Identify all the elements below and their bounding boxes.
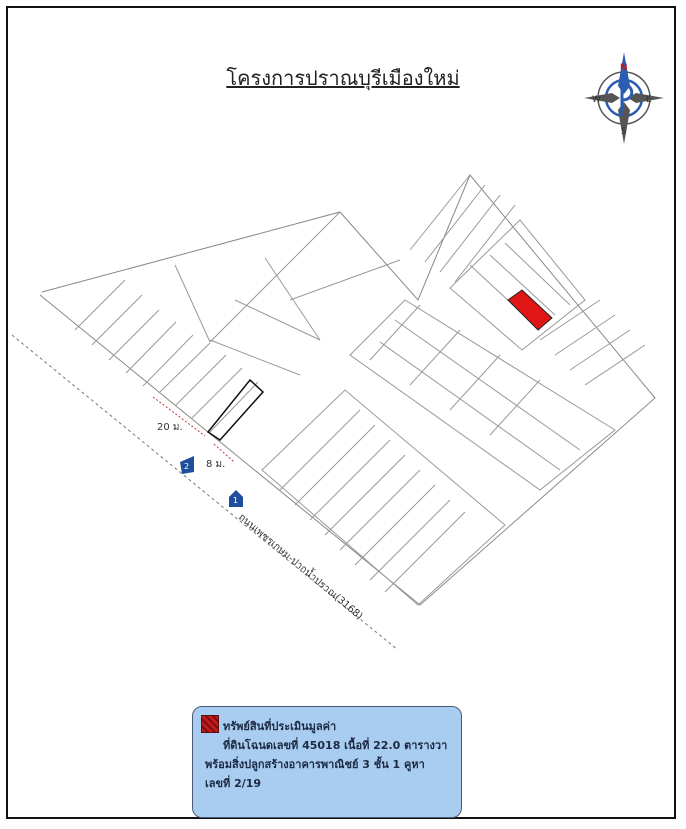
block-central xyxy=(350,300,615,490)
block-south xyxy=(262,390,505,605)
legend-line-4: เลขที่ 2/19 xyxy=(205,777,262,790)
subject-plot-highlight[interactable] xyxy=(508,290,552,330)
marker-1-label: 1 xyxy=(233,496,239,505)
depth-label: 20 ม. xyxy=(157,422,183,433)
legend-box xyxy=(192,706,462,818)
road-label: ถนนเพชรเกษม-ปากน้ำปราณ(3168) xyxy=(236,511,365,623)
compass-rose-icon xyxy=(584,52,664,144)
subject-plot-outline[interactable] xyxy=(208,380,263,440)
marker-1[interactable] xyxy=(229,490,243,507)
compass-n-label: N xyxy=(620,63,628,73)
map-title: โครงการปราณบุรีเมืองใหม่ xyxy=(226,66,460,90)
compass-s-label: S xyxy=(621,127,627,137)
width-label: 8 ม. xyxy=(206,459,226,470)
site-boundary xyxy=(40,175,655,605)
legend-line-2: ที่ดินโฉนดเลขที่ 45018 เนื้อที่ 22.0 ตารางวา xyxy=(223,739,448,752)
compass-e-label: E xyxy=(646,95,652,105)
legend-line-3: พร้อมสิ่งปลูกสร้างอาคารพาณิชย์ 3 ชั้น 1 คูหา xyxy=(205,758,425,771)
marker-2[interactable] xyxy=(180,456,194,474)
block-east xyxy=(410,175,645,385)
legend-line-1: ทรัพย์สินที่ประเมินมูลค่า xyxy=(223,720,337,733)
legend-swatch xyxy=(201,715,219,733)
compass-w-label: W xyxy=(592,95,601,105)
marker-2-label: 2 xyxy=(184,462,190,471)
block-west xyxy=(75,212,400,432)
